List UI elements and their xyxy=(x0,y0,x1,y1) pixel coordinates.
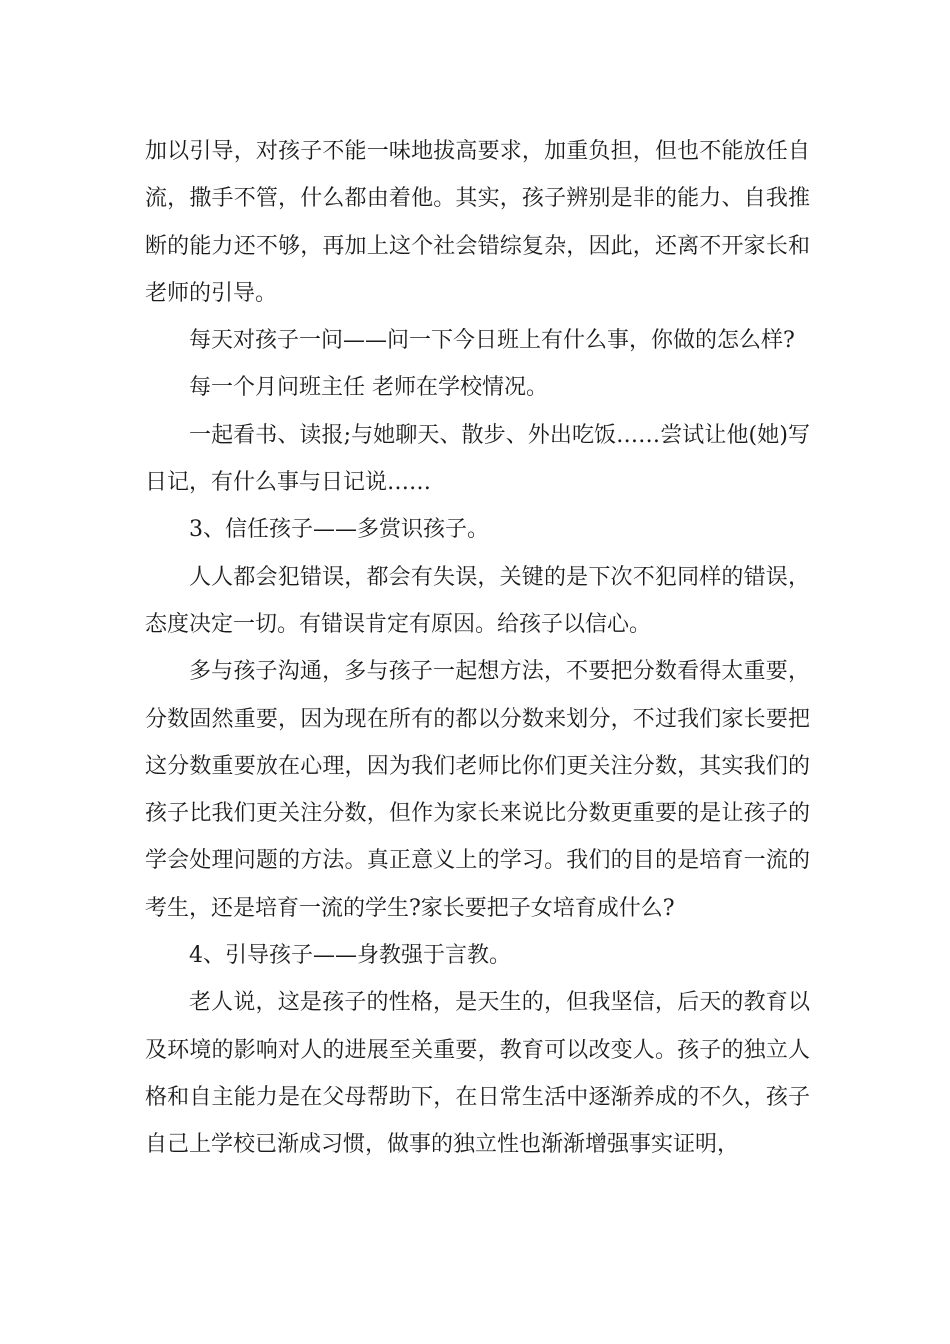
section-heading-4: 4、引导孩子——身教强于言教。 xyxy=(189,943,511,969)
paragraph-2: 每天对孩子一问——问一下今日班上有什么事，你做的怎么样? xyxy=(189,328,795,354)
paragraph-7: 多与孩子沟通，多与孩子一起想方法，不要把分数看得太重要，分数固然重要，因为现在所有的都以分数来划分，不过我们家长要把这分数重要放在心理，因为我们老师比你们更关注分数，其实我们的孩子比我们更关注分数，但作为家长来说比分数更重要的是让孩子的学会处理问题的方法。真正意义上的学习。我们的目的是培育一流的考生，还是培育一流的学生?家长要把子女培育成什么? xyxy=(145,659,810,921)
section-heading-3: 3、信任孩子——多赏识孩子。 xyxy=(189,517,489,543)
paragraph-1: 加以引导，对孩子不能一味地拔高要求，加重负担，但也不能放任自流，撒手不管，什么都由着他。其实，孩子辨别是非的能力、自我推断的能力还不够，再加上这个社会错综复杂，因此，还离不开家长和老师的引导。 xyxy=(145,139,810,306)
paragraph-4: 一起看书、读报;与她聊天、散步、外出吃饭……尝试让他(她)写日记，有什么事与日记说…… xyxy=(145,422,810,496)
paragraph-9: 老人说，这是孩子的性格，是天生的，但我坚信，后天的教育以及环境的影响对人的进展至关重要，教育可以改变人。孩子的独立人格和自主能力是在父母帮助下，在日常生活中逐渐养成的不久，孩子自己上学校已渐成习惯，做事的独立性也渐渐增强事实证明， xyxy=(145,990,810,1158)
document-body xyxy=(145,128,810,1169)
paragraph-3: 每一个月问班主任 老师在学校情况。 xyxy=(189,375,548,401)
paragraph-6: 人人都会犯错误，都会有失误，关键的是下次不犯同样的错误，态度决定一切。有错误肯定有原因。给孩子以信心。 xyxy=(145,564,810,637)
